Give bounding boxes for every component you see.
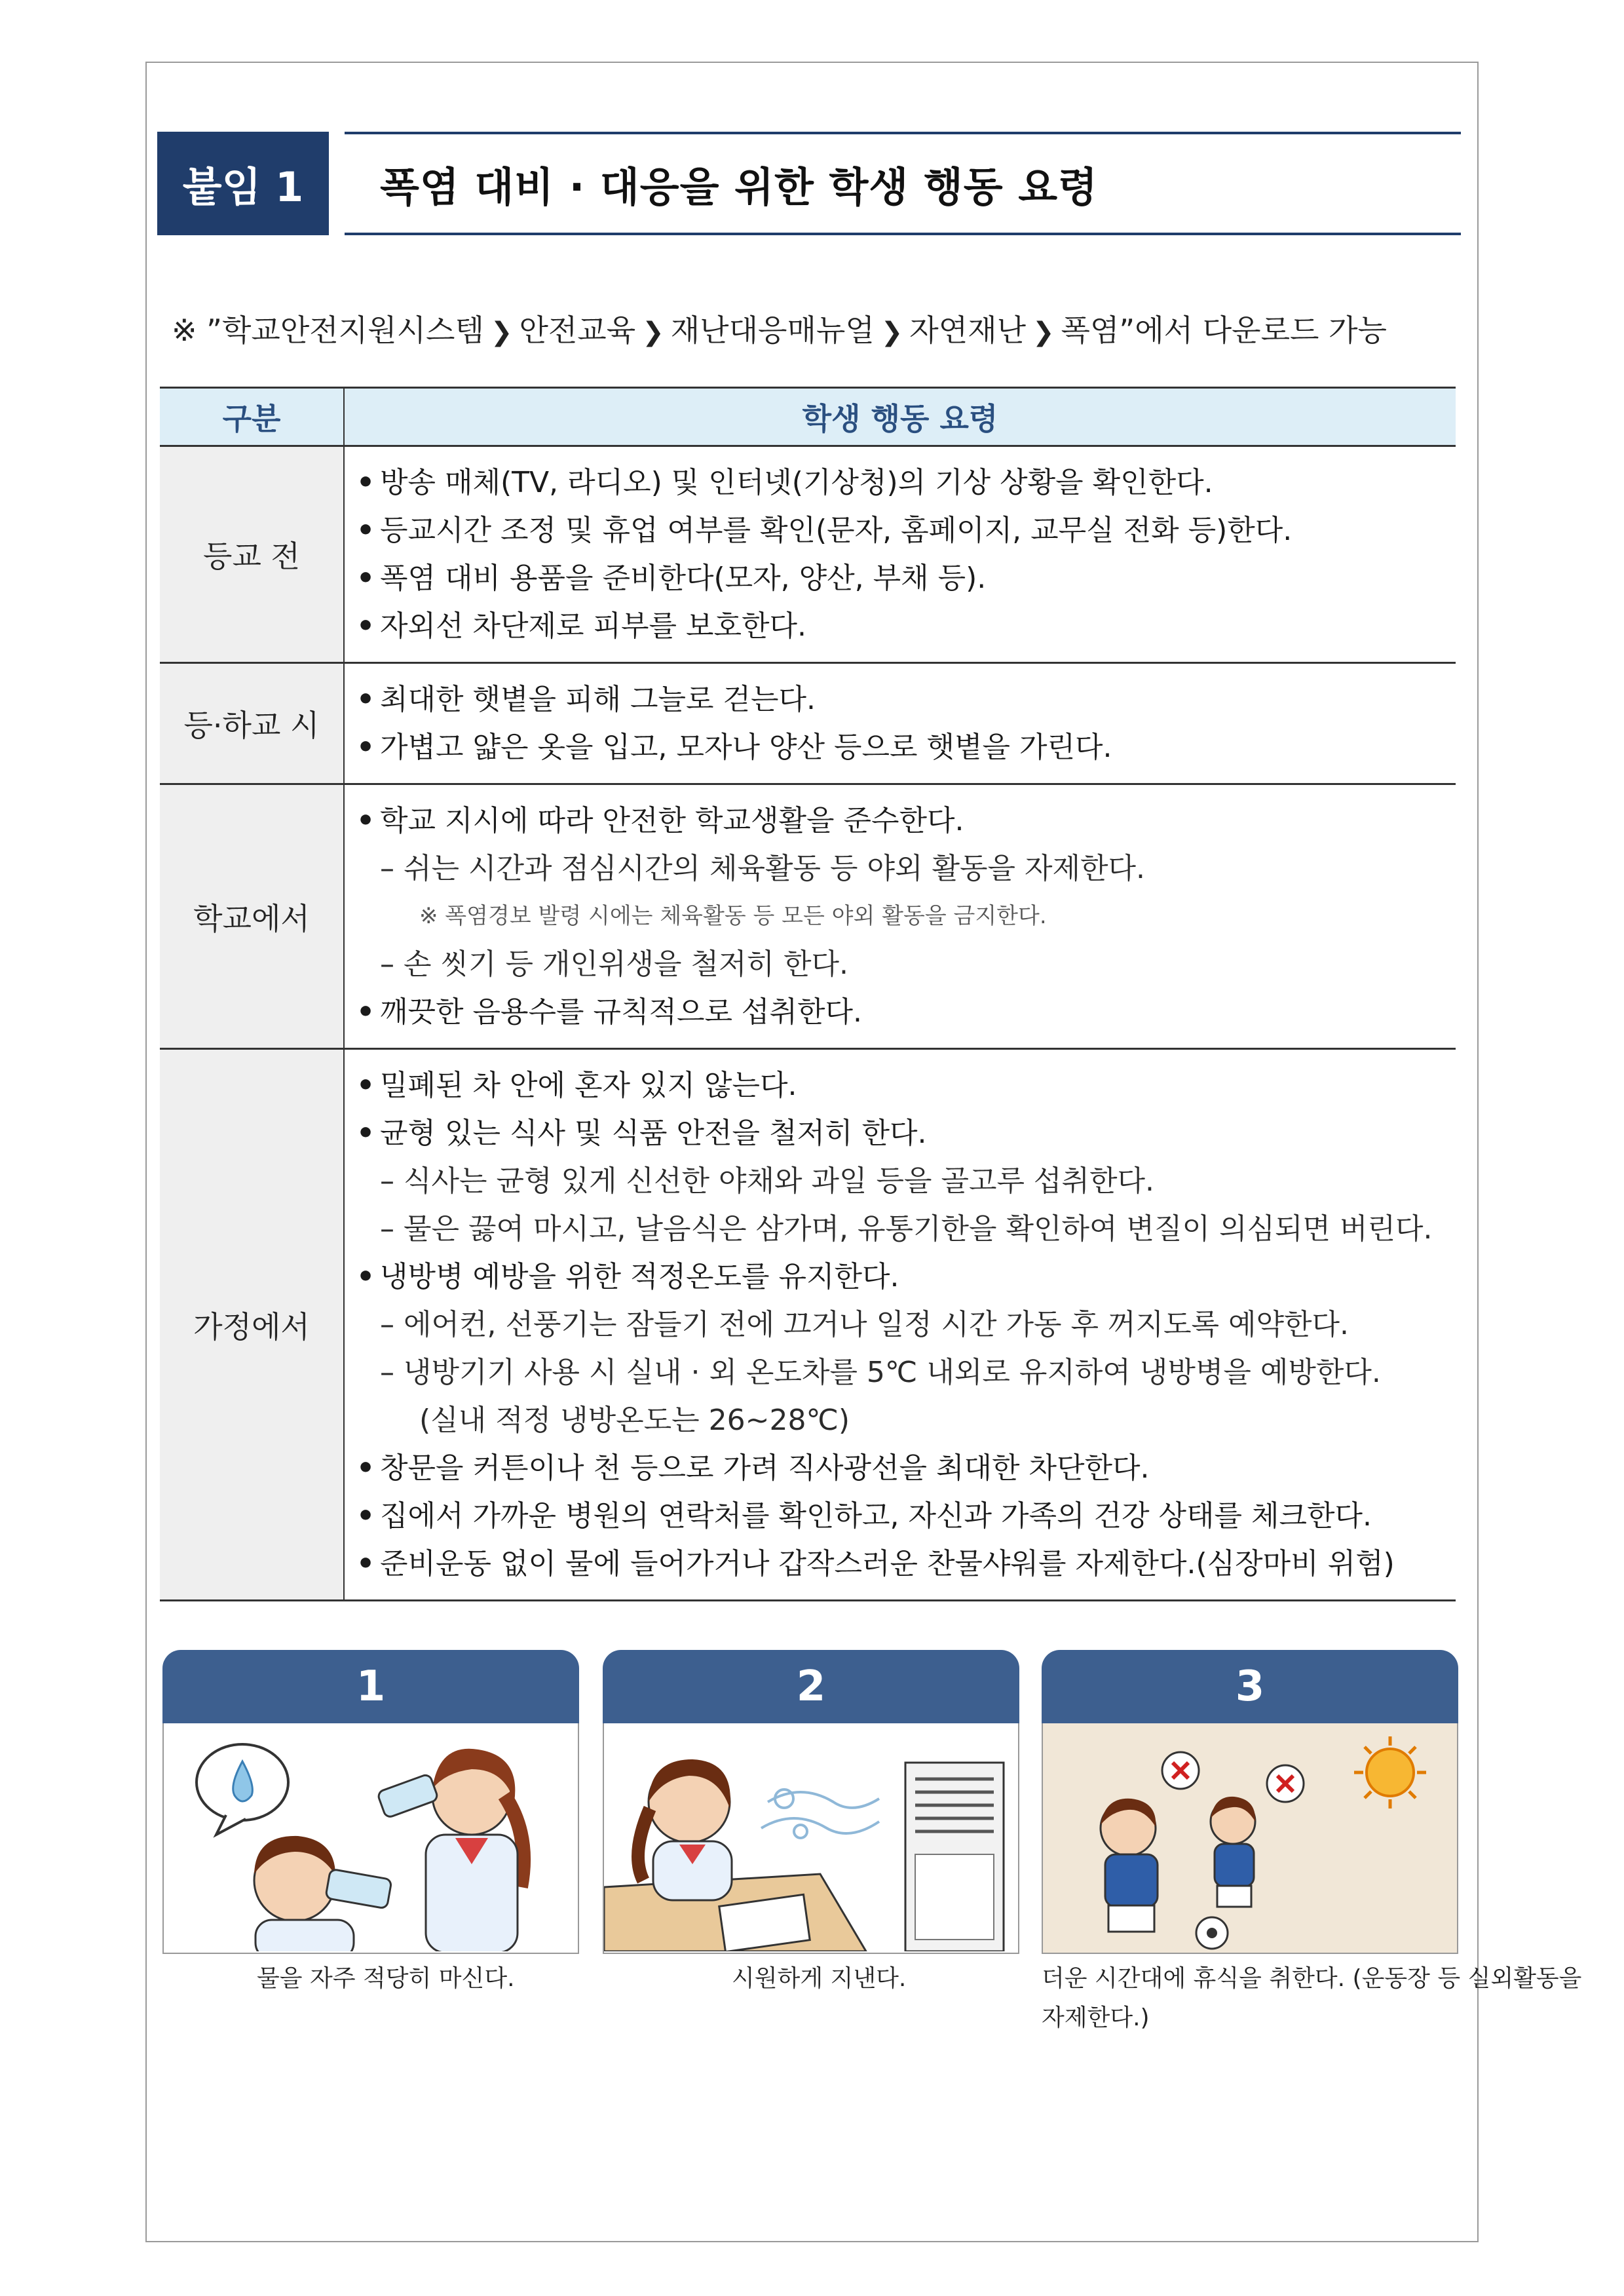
list-item: • 깨끗한 음용수를 규칙적으로 섭취한다. xyxy=(356,995,863,1029)
note-path-1: 안전교육 xyxy=(519,313,636,348)
note-path-4: 폭염”에서 다운로드 가능 xyxy=(1061,313,1387,348)
col-header-category: 구분 xyxy=(160,388,344,446)
download-note xyxy=(172,307,1461,350)
card-number: 1 xyxy=(162,1650,579,1723)
list-item: • 학교 지시에 따라 안전한 학교생활을 준수한다. xyxy=(356,804,964,837)
table-row xyxy=(160,784,1456,1049)
row-category: 학교에서 xyxy=(160,784,344,1049)
sub-item: – 손 씻기 등 개인위생을 철저히 한다. xyxy=(380,947,848,981)
table-row xyxy=(160,446,1456,663)
rest-outdoors-illustration xyxy=(1042,1723,1458,1954)
table-row xyxy=(160,1049,1456,1601)
table-row xyxy=(160,663,1456,784)
card-number: 2 xyxy=(603,1650,1019,1723)
chevron-right-icon: ❯ xyxy=(880,317,903,347)
card-number: 3 xyxy=(1042,1650,1458,1723)
sub-note: ※ 폭염경보 발령 시에는 체육활동 등 모든 야외 활동을 금지한다. xyxy=(419,903,1047,929)
row-category: 등·하교 시 xyxy=(160,663,344,784)
list-item: • 등교시간 조정 및 휴업 여부를 확인(문자, 홈페이지, 교무실 전화 등)한다. xyxy=(356,514,1293,547)
sub-item-continuation: (실내 적정 냉방온도는 26~28℃) xyxy=(419,1404,850,1437)
illustration-card-3 xyxy=(1042,1650,1458,1955)
list-item: • 균형 있는 식사 및 식품 안전을 철저히 한다. xyxy=(356,1117,927,1150)
list-item: • 폭염 대비 용품을 준비한다(모자, 양산, 부채 등). xyxy=(356,562,987,595)
row-category: 가정에서 xyxy=(160,1049,344,1601)
chevron-right-icon: ❯ xyxy=(642,317,664,347)
card-caption-1: 물을 자주 적당히 마신다. xyxy=(257,1965,515,1992)
list-item: • 최대한 햇볕을 피해 그늘로 걷는다. xyxy=(356,683,816,716)
note-path-3: 자연재난 xyxy=(909,313,1027,348)
chevron-right-icon: ❯ xyxy=(1032,317,1055,347)
row-items xyxy=(344,663,1456,784)
list-item: • 자외선 차단제로 피부를 보호한다. xyxy=(356,609,806,643)
drinking-water-illustration xyxy=(162,1723,579,1954)
card-caption-3 xyxy=(1042,1959,1581,2038)
row-category: 등교 전 xyxy=(160,446,344,663)
illustration-card-1 xyxy=(162,1650,579,1955)
sub-item: – 식사는 균형 있게 신선한 야채와 과일 등을 골고루 섭취한다. xyxy=(380,1164,1154,1198)
chevron-right-icon: ❯ xyxy=(490,317,513,347)
page-title: 폭염 대비 · 대응을 위한 학생 행동 요령 xyxy=(380,163,1099,211)
cool-room-illustration xyxy=(603,1723,1019,1954)
sub-item: – 에어컨, 선풍기는 잠들기 전에 끄거나 일정 시간 가동 후 꺼지도록 예약한다. xyxy=(380,1308,1349,1341)
list-item: • 냉방병 예방을 위한 적정온도를 유지한다. xyxy=(356,1260,899,1293)
sub-item: – 물은 끓여 마시고, 날음식은 삼가며, 유통기한을 확인하여 변질이 의심되면 버린다. xyxy=(380,1212,1433,1246)
card-caption-3-line-2: 자제한다.) xyxy=(1042,2004,1150,2031)
behavior-table xyxy=(160,387,1456,1601)
list-item: • 방송 매체(TV, 라디오) 및 인터넷(기상청)의 기상 상황을 확인한다. xyxy=(356,466,1213,499)
row-items xyxy=(344,784,1456,1049)
card-caption-3-line-1: 더운 시간대에 휴식을 취한다. (운동장 등 실외활동을 xyxy=(1042,1965,1582,1992)
list-item: • 밀폐된 차 안에 혼자 있지 않는다. xyxy=(356,1069,797,1102)
card-caption-2: 시원하게 지낸다. xyxy=(732,1965,907,1992)
illustration-card-2 xyxy=(603,1650,1019,1955)
sub-item: – 쉬는 시간과 점심시간의 체육활동 등 야외 활동을 자제한다. xyxy=(380,852,1145,885)
list-item: • 가볍고 얇은 옷을 입고, 모자나 양산 등으로 햇볕을 가린다. xyxy=(356,731,1112,764)
list-item: • 준비운동 없이 물에 들어가거나 갑작스러운 찬물샤워를 자제한다.(심장마비 위험) xyxy=(356,1547,1395,1580)
attachment-badge: 붙임 1 xyxy=(157,132,329,235)
col-header-guidelines: 학생 행동 요령 xyxy=(344,388,1456,446)
list-item: • 집에서 가까운 병원의 연락처를 확인하고, 자신과 가족의 건강 상태를 체크한다. xyxy=(356,1499,1372,1533)
title-box xyxy=(345,132,1461,235)
table-header-row xyxy=(160,388,1456,446)
list-item: • 창문을 커튼이나 천 등으로 가려 직사광선을 최대한 차단한다. xyxy=(356,1451,1150,1485)
row-items xyxy=(344,446,1456,663)
sub-item: – 냉방기기 사용 시 실내 · 외 온도차를 5℃ 내외로 유지하여 냉방병을 예방한다. xyxy=(380,1356,1381,1389)
note-prefix: ※ ”학교안전지원시스템 xyxy=(172,313,484,348)
row-items xyxy=(344,1049,1456,1601)
note-path-2: 재난대응매뉴얼 xyxy=(670,313,875,348)
